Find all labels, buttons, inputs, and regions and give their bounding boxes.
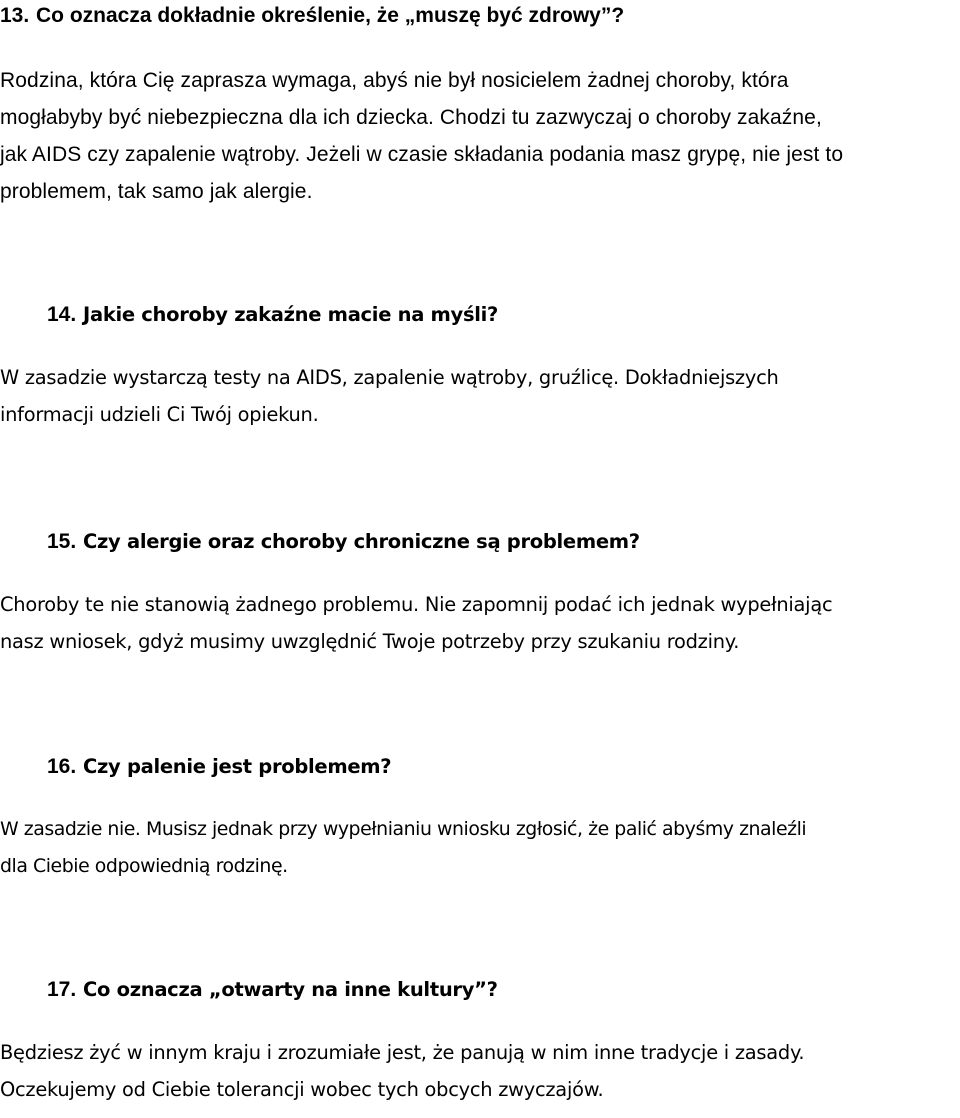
faq-answer	[0, 1034, 960, 1108]
answer-line: nasz wniosek, gdyż musimy uwzględnić Twoje potrzeby przy szukaniu rodziny.	[0, 630, 740, 653]
faq-item-16	[0, 753, 960, 885]
faq-question	[0, 753, 960, 781]
answer-line: Oczekujemy od Ciebie tolerancji wobec tych obcych zwyczajów.	[0, 1078, 604, 1101]
answer-line: informacji udzieli Ci Twój opiekun.	[0, 403, 319, 426]
question-number: 14.	[47, 303, 77, 326]
question-number: 13.	[0, 4, 30, 27]
question-text: Co oznacza dokładnie określenie, że „muszę być zdrowy”?	[36, 4, 625, 27]
answer-line: Będziesz żyć w innym kraju i zrozumiałe jest, że panują w nim inne tradycje i zasady.	[0, 1041, 805, 1064]
answer-line: W zasadzie nie. Musisz jednak przy wypełnianiu wniosku zgłosić, że palić abyśmy znaleźli	[0, 818, 807, 840]
question-number: 17.	[47, 978, 77, 1001]
faq-item-17	[0, 976, 960, 1108]
faq-item-14	[0, 301, 960, 433]
question-number: 16.	[47, 755, 77, 778]
faq-answer	[0, 359, 960, 433]
question-text: Czy alergie oraz choroby chroniczne są problemem?	[83, 530, 640, 553]
answer-line: jak AIDS czy zapalenie wątroby. Jeżeli w czasie składania podania masz grypę, nie jest to	[0, 143, 844, 166]
answer-line: problemem, tak samo jak alergie.	[0, 180, 313, 203]
faq-answer	[0, 62, 960, 210]
faq-answer	[0, 586, 960, 660]
answer-line: Choroby te nie stanowią żadnego problemu. Nie zapomnij podać ich jednak wypełniając	[0, 593, 833, 616]
faq-item-13	[0, 2, 960, 210]
faq-item-15	[0, 528, 960, 660]
faq-answer	[0, 811, 960, 885]
faq-question	[0, 2, 960, 30]
answer-line: W zasadzie wystarczą testy na AIDS, zapalenie wątroby, gruźlicę. Dokładniejszych	[0, 366, 779, 389]
question-text: Co oznacza „otwarty na inne kultury”?	[83, 978, 498, 1001]
question-text: Jakie choroby zakaźne macie na myśli?	[83, 303, 499, 326]
faq-question	[0, 528, 960, 556]
faq-question	[0, 976, 960, 1004]
answer-line: Rodzina, która Cię zaprasza wymaga, abyś nie był nosicielem żadnej choroby, która	[0, 69, 789, 92]
faq-question	[0, 301, 960, 329]
answer-line: dla Ciebie odpowiednią rodzinę.	[0, 855, 288, 877]
answer-line: mogłabyby być niebezpieczna dla ich dziecka. Chodzi tu zazwyczaj o choroby zakaźne,	[0, 106, 822, 129]
question-text: Czy palenie jest problemem?	[83, 755, 392, 778]
question-number: 15.	[47, 530, 77, 553]
